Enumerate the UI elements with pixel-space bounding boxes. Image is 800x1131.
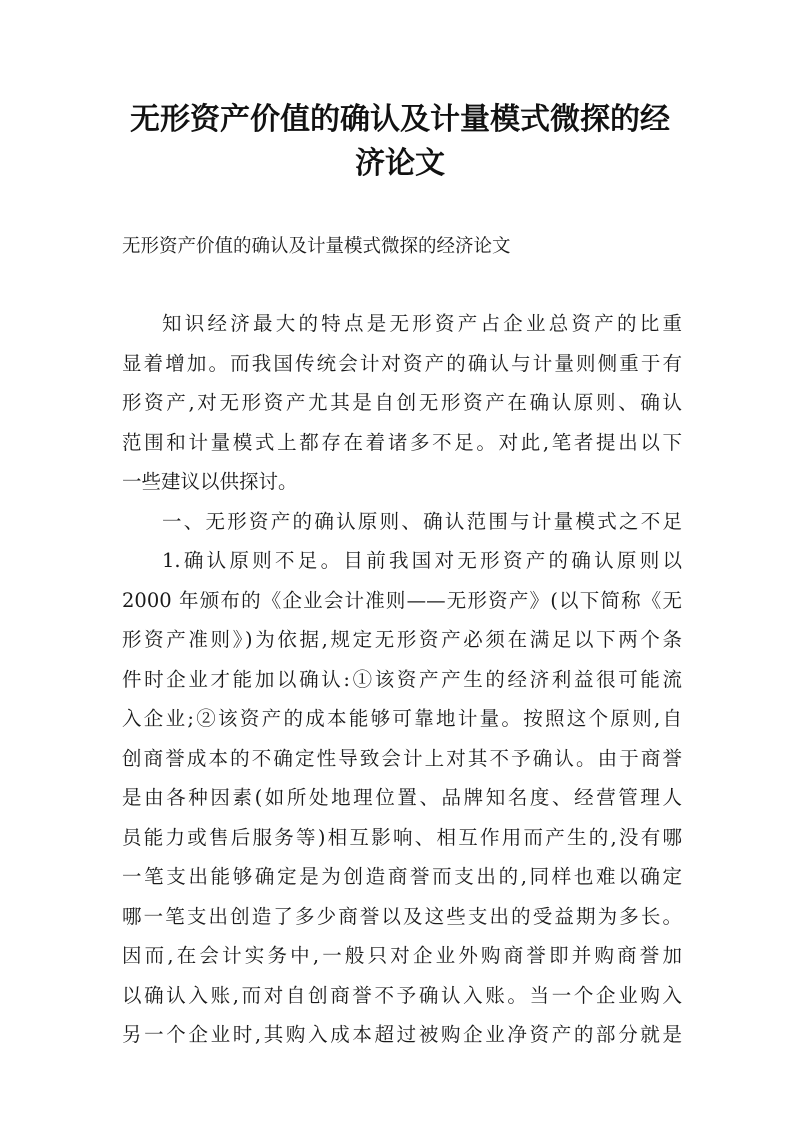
body-line: 件时企业才能加以确认:①该资产产生的经济利益很可能流 xyxy=(122,667,682,691)
body-line: 因而,在会计实务中,一般只对企业外购商誉即并购商誉加 xyxy=(122,944,682,967)
body-line: 一、无形资产的确认原则、确认范围与计量模式之不足 xyxy=(162,509,682,533)
body-line: 范围和计量模式上都存在着诸多不足。对此,笔者提出以下 xyxy=(122,430,682,454)
body-line: 入企业;②该资产的成本能够可靠地计量。按照这个原则,自 xyxy=(122,707,682,730)
body-line: 2000 年颁布的《企业会计准则——无形资产》(以下简称《无 xyxy=(122,588,682,612)
document-body xyxy=(122,304,682,1055)
body-line: 一笔支出能够确定是为创造商誉而支出的,同样也难以确定 xyxy=(122,865,682,888)
body-line: 显着增加。而我国传统会计对资产的确认与计量则侧重于有 xyxy=(122,351,682,375)
body-line: 是由各种因素(如所处地理位置、品牌知名度、经营管理人 xyxy=(122,786,682,809)
body-line: 哪一笔支出创造了多少商誉以及这些支出的受益期为多长。 xyxy=(122,904,682,928)
body-line: 知识经济最大的特点是无形资产占企业总资产的比重 xyxy=(162,312,682,335)
title-line-1: 无形资产价值的确认及计量模式微探的经 xyxy=(130,102,670,137)
body-line: 形资产准则》)为依据,规定无形资产必须在满足以下两个条 xyxy=(122,628,682,651)
body-line: 员能力或售后服务等)相互影响、相互作用而产生的,没有哪 xyxy=(122,825,682,849)
body-line: 一些建议以供探讨。 xyxy=(122,470,298,493)
body-line: 形资产,对无形资产尤其是自创无形资产在确认原则、确认 xyxy=(122,391,682,414)
body-line: 创商誉成本的不确定性导致会计上对其不予确认。由于商誉 xyxy=(122,746,682,770)
body-line: 1.确认原则不足。目前我国对无形资产的确认原则以 xyxy=(162,549,682,572)
document-title xyxy=(100,98,700,186)
title-line-2: 济论文 xyxy=(355,146,445,181)
body-line: 以确认入账,而对自创商誉不予确认入账。当一个企业购入 xyxy=(122,983,682,1007)
document-subtitle: 无形资产价值的确认及计量模式微探的经济论文 xyxy=(122,236,511,257)
body-line: 另一个企业时,其购入成本超过被购企业净资产的部分就是 xyxy=(122,1023,682,1046)
